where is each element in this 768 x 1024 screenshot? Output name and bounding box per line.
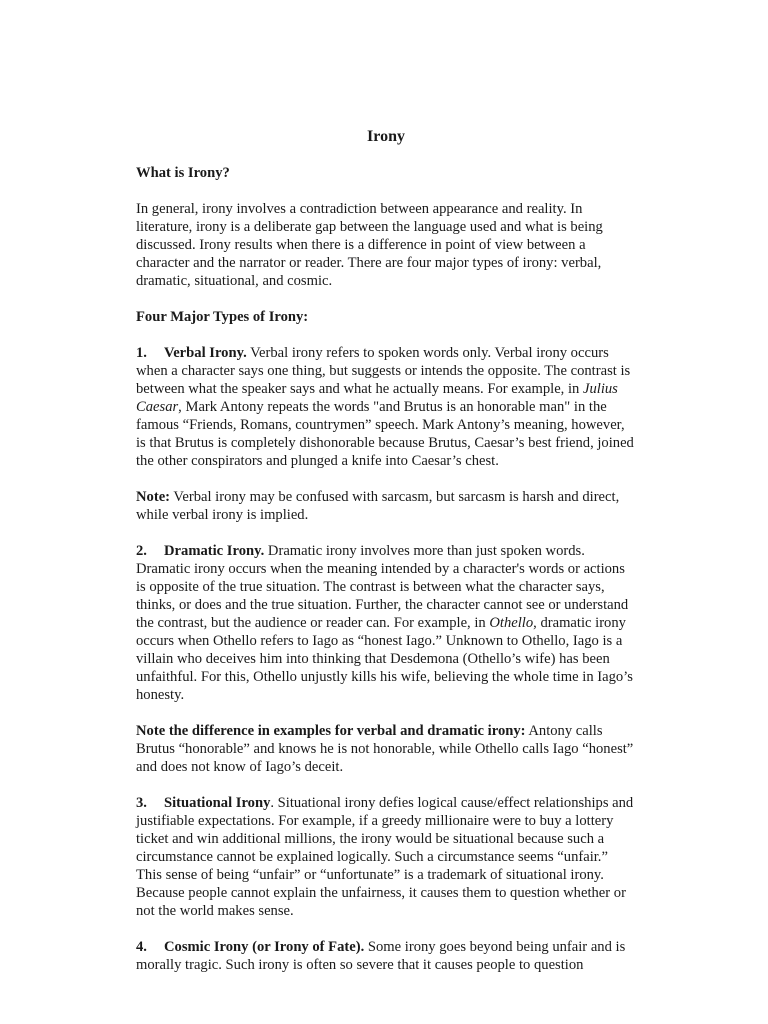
situational-irony-text: . Situational irony defies logical cause/effect relationships and justifiable expectations. For example, if a greedy millionaire were to buy a lottery ticket and win additional millions, the irony would be situational because such a circumstance cannot be explained logically. Such a circumstance seems “unfair.” This sense of being “unfair” or “unfortunate” is a trademark of situational irony. Because people cannot explain the unfairness, it causes them to question whether or not the world makes sense.: [136, 795, 634, 919]
verbal-irony-paragraph: [136, 344, 636, 470]
dramatic-irony-work-title: Othello: [489, 615, 534, 631]
note-sarcasm-paragraph: [136, 488, 636, 524]
verbal-irony-text-1: Verbal irony refers to spoken words only. Verbal irony occurs when a character says one thing, but suggests or intends the opposite. The contrast is between what the speaker says and what he actually means. For example, in: [136, 345, 631, 397]
verbal-irony-text-2: , Mark Antony repeats the words "and Brutus is an honorable man" in the famous “Friends, Romans, countrymen” speech. Mark Antony’s meaning, however, is that Brutus is completely dishonorable because Brutus, Caesar’s best friend, joined the other conspirators and plunged a knife into Caesar’s chest.: [136, 399, 634, 469]
verbal-irony-label: Verbal Irony.: [164, 345, 247, 361]
dramatic-irony-text-1: Dramatic irony involves more than just spoken words. Dramatic irony occurs when the meaning intended by a character's words or actions is opposite of the true situation. The contrast is between what the character says, thinks, or does and the true situation. Further, the character cannot see or understand the contrast, but the audience or reader can. For example, in: [136, 543, 629, 631]
situational-irony-paragraph: [136, 794, 636, 920]
dramatic-irony-label: Dramatic Irony.: [164, 543, 265, 559]
intro-paragraph: In general, irony involves a contradiction between appearance and reality. In literature, irony is a deliberate gap between the language used and what is being discussed. Irony results when there is a difference in point of view between a character and the narrator or reader. There are four major types of irony: verbal, dramatic, situational, and cosmic.: [136, 201, 603, 289]
cosmic-irony-paragraph: [136, 938, 636, 974]
heading-four-types: Four Major Types of Irony:: [136, 309, 309, 325]
note-difference-paragraph: [136, 722, 636, 776]
note-label: Note:: [136, 489, 171, 505]
cosmic-irony-label: Cosmic Irony (or Irony of Fate).: [164, 939, 365, 955]
cosmic-irony-number: 4.: [136, 939, 147, 955]
heading-what-is-irony: What is Irony?: [136, 165, 230, 181]
note-difference-label: Note the difference in examples for verbal and dramatic irony:: [136, 723, 526, 739]
note-difference-text: Antony calls Brutus “honorable” and knows he is not honorable, while Othello calls Iago “honest” and does not know of Iago’s deceit.: [136, 723, 634, 775]
document-page: [136, 128, 636, 992]
dramatic-irony-number: 2.: [136, 543, 147, 559]
situational-irony-number: 3.: [136, 795, 147, 811]
verbal-irony-number: 1.: [136, 345, 147, 361]
note-text: Verbal irony may be confused with sarcasm, but sarcasm is harsh and direct, while verbal irony is implied.: [136, 489, 620, 523]
verbal-irony-work-title: Julius Caesar: [136, 381, 618, 415]
dramatic-irony-text-2: , dramatic irony occurs when Othello refers to Iago as “honest Iago.” Unknown to Othello, Iago is a villain who deceives him into thinking that Desdemona (Othello’s wife) has been unfaithful. For this, Othello unjustly kills his wife, believing the whole time in Iago’s honesty.: [136, 615, 633, 703]
situational-irony-label: Situational Irony: [164, 795, 271, 811]
cosmic-irony-text: Some irony goes beyond being unfair and is morally tragic. Such irony is often so severe that it causes people to question: [136, 939, 626, 973]
document-title: Irony: [367, 128, 405, 145]
dramatic-irony-paragraph: [136, 542, 636, 704]
